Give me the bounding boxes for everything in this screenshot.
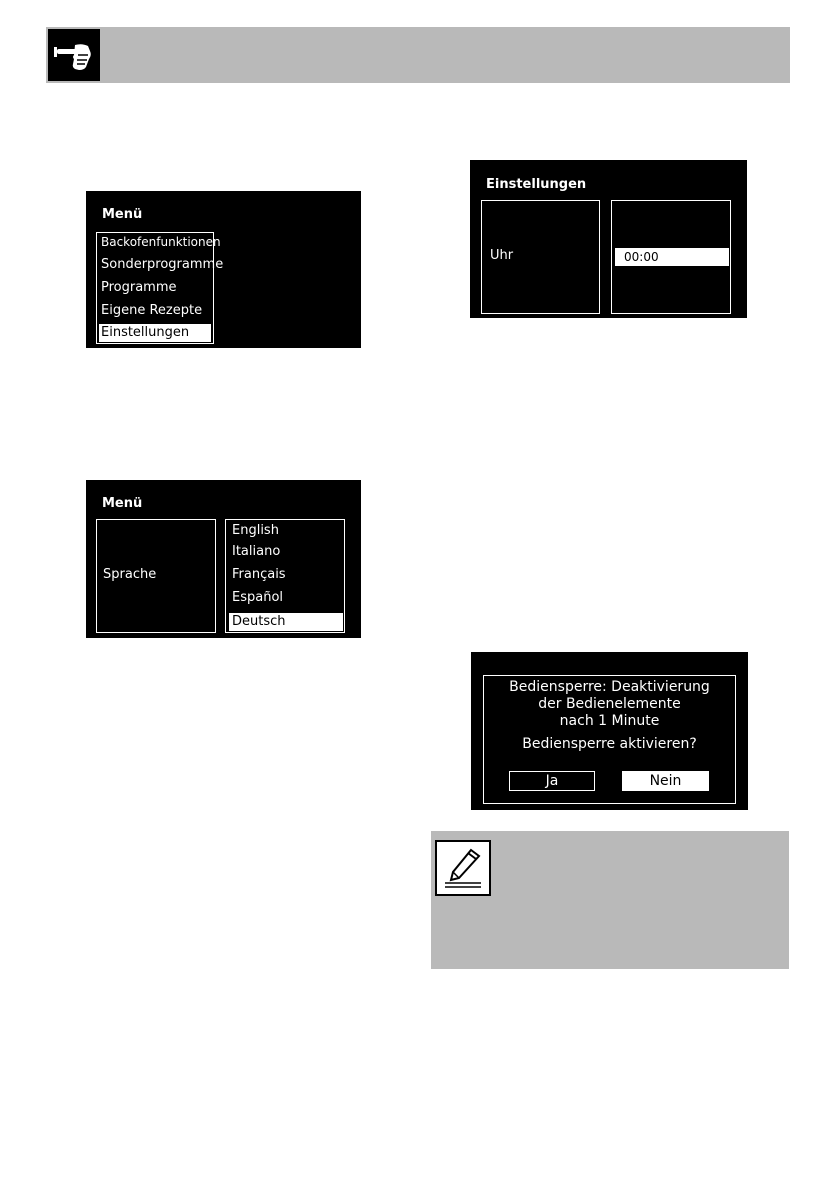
language-option-italiano[interactable]: Italiano [232,544,281,559]
language-label: Sprache [103,567,157,582]
language-option-francais[interactable]: Français [232,567,286,582]
no-button[interactable]: Nein [622,771,709,791]
menu-item-sonderprogramme[interactable]: Sonderprogramme [101,257,224,272]
screen-language-title: Menü [102,496,143,511]
lock-message-line-3: nach 1 Minute [559,713,660,729]
menu-item-einstellungen[interactable]: Einstellungen [99,324,211,342]
menu-item-programme[interactable]: Programme [101,280,177,295]
screen-menu [86,191,361,348]
screen-menu-title: Menü [102,207,143,222]
language-option-espanol[interactable]: Español [232,590,284,605]
language-option-english[interactable]: English [232,523,279,538]
screen-lock-dialog [483,675,736,804]
language-option-deutsch[interactable]: Deutsch [229,613,343,631]
screen-clock [470,160,747,318]
pencil-note-icon [435,840,491,896]
page-header-bar [46,27,790,83]
lock-message-line-1: Bediensperre: Deaktivierung [509,679,710,695]
screen-clock-title: Einstellungen [486,177,587,192]
yes-button[interactable]: Ja [509,771,595,791]
menu-item-backofenfunktionen[interactable]: Backofenfunktionen [101,235,221,249]
menu-item-eigene-rezepte[interactable]: Eigene Rezepte [101,303,203,318]
screen-clock-left-panel [481,200,600,314]
screen-clock-right-panel [611,200,731,314]
lock-message-line-2: der Bedienelemente [538,696,681,712]
screen-language [86,480,361,638]
pointing-hand-icon [46,27,102,83]
screen-menu-list [96,232,224,344]
lock-question: Bediensperre aktivieren? [522,736,697,752]
screen-language-list [225,519,345,633]
clock-label: Uhr [490,248,514,263]
screen-lock [471,652,748,810]
screen-language-left-panel [96,519,216,633]
clock-value[interactable]: 00:00 [615,248,729,266]
